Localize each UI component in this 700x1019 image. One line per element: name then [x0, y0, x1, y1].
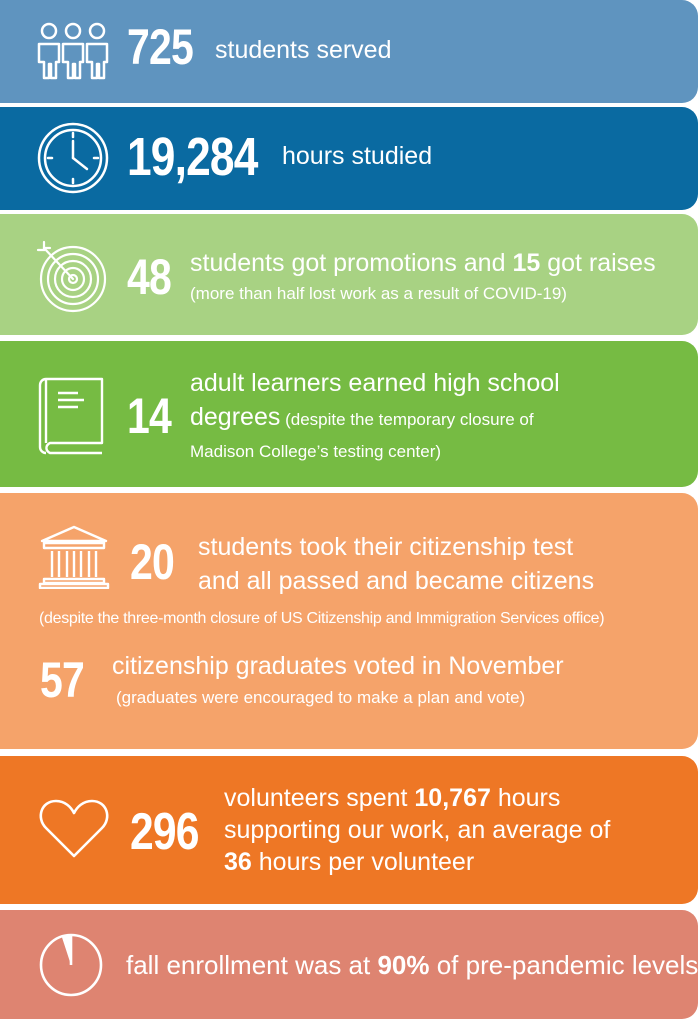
target-icon: [36, 240, 110, 314]
stat-line: [224, 850, 474, 875]
stat-line: [224, 786, 560, 811]
pie-remainder-slice: [62, 935, 71, 965]
stat-note: (graduates were encouraged to make a plan and vote): [116, 688, 526, 707]
stat-note: (despite the temporary closure of: [280, 410, 534, 429]
stat-number: 48: [127, 249, 171, 305]
people-icon: [36, 22, 110, 82]
stat-band-students-served: [0, 0, 698, 103]
stat-bold-number: 90%: [377, 950, 430, 980]
stat-line: students took their citizenship test: [198, 533, 574, 561]
stat-bold-number: 36: [224, 848, 252, 876]
stat-text: fall enrollment was at: [126, 950, 378, 980]
clock-icon: [36, 121, 110, 195]
stat-number: 296: [130, 803, 199, 861]
stat-label: [126, 952, 698, 978]
stat-note: (more than half lost work as a result of COVID-19): [190, 284, 567, 303]
stat-line: supporting our work, an average of: [224, 816, 611, 844]
stat-line: adult learners earned high school: [190, 369, 560, 397]
stat-number: 57: [40, 652, 84, 708]
stat-label: [190, 251, 656, 276]
stat-band-enrollment: [0, 910, 698, 1019]
stat-text: hours per volunteer: [251, 848, 475, 876]
stat-band-hours-studied: [0, 107, 698, 210]
stat-text: got raises: [540, 249, 656, 277]
stat-band-citizenship: [0, 493, 698, 749]
stat-label: hours studied: [282, 142, 433, 170]
stat-band-promotions: [0, 214, 698, 335]
stat-number: 725: [127, 19, 193, 75]
stat-note: Madison College’s testing center): [190, 442, 442, 461]
stat-line: [190, 405, 534, 430]
stat-line: citizenship graduates voted in November: [112, 652, 564, 680]
stat-band-high-school-degrees: [0, 341, 698, 487]
stat-number: 19,284: [127, 127, 258, 187]
stat-text: students got promotions and: [190, 249, 513, 277]
stat-text: of pre-pandemic levels: [429, 950, 699, 980]
book-icon: [38, 377, 104, 455]
stat-text: hours: [490, 784, 561, 812]
stat-label: students served: [215, 36, 392, 64]
pie-icon: [38, 932, 104, 998]
stat-line: and all passed and became citizens: [198, 567, 595, 595]
stat-band-volunteers: [0, 756, 698, 904]
stat-bold-number: 15: [512, 249, 541, 277]
stat-number: 14: [127, 388, 171, 444]
courthouse-icon: [38, 525, 110, 589]
stat-text: volunteers spent: [224, 784, 415, 812]
heart-icon: [38, 798, 110, 860]
stat-note: (despite the three-month closure of US Citizenship and Immigration Services office): [39, 610, 605, 627]
stat-number: 20: [130, 534, 174, 590]
stat-bold-number: 10,767: [414, 784, 491, 812]
stat-text: degrees: [190, 403, 281, 431]
